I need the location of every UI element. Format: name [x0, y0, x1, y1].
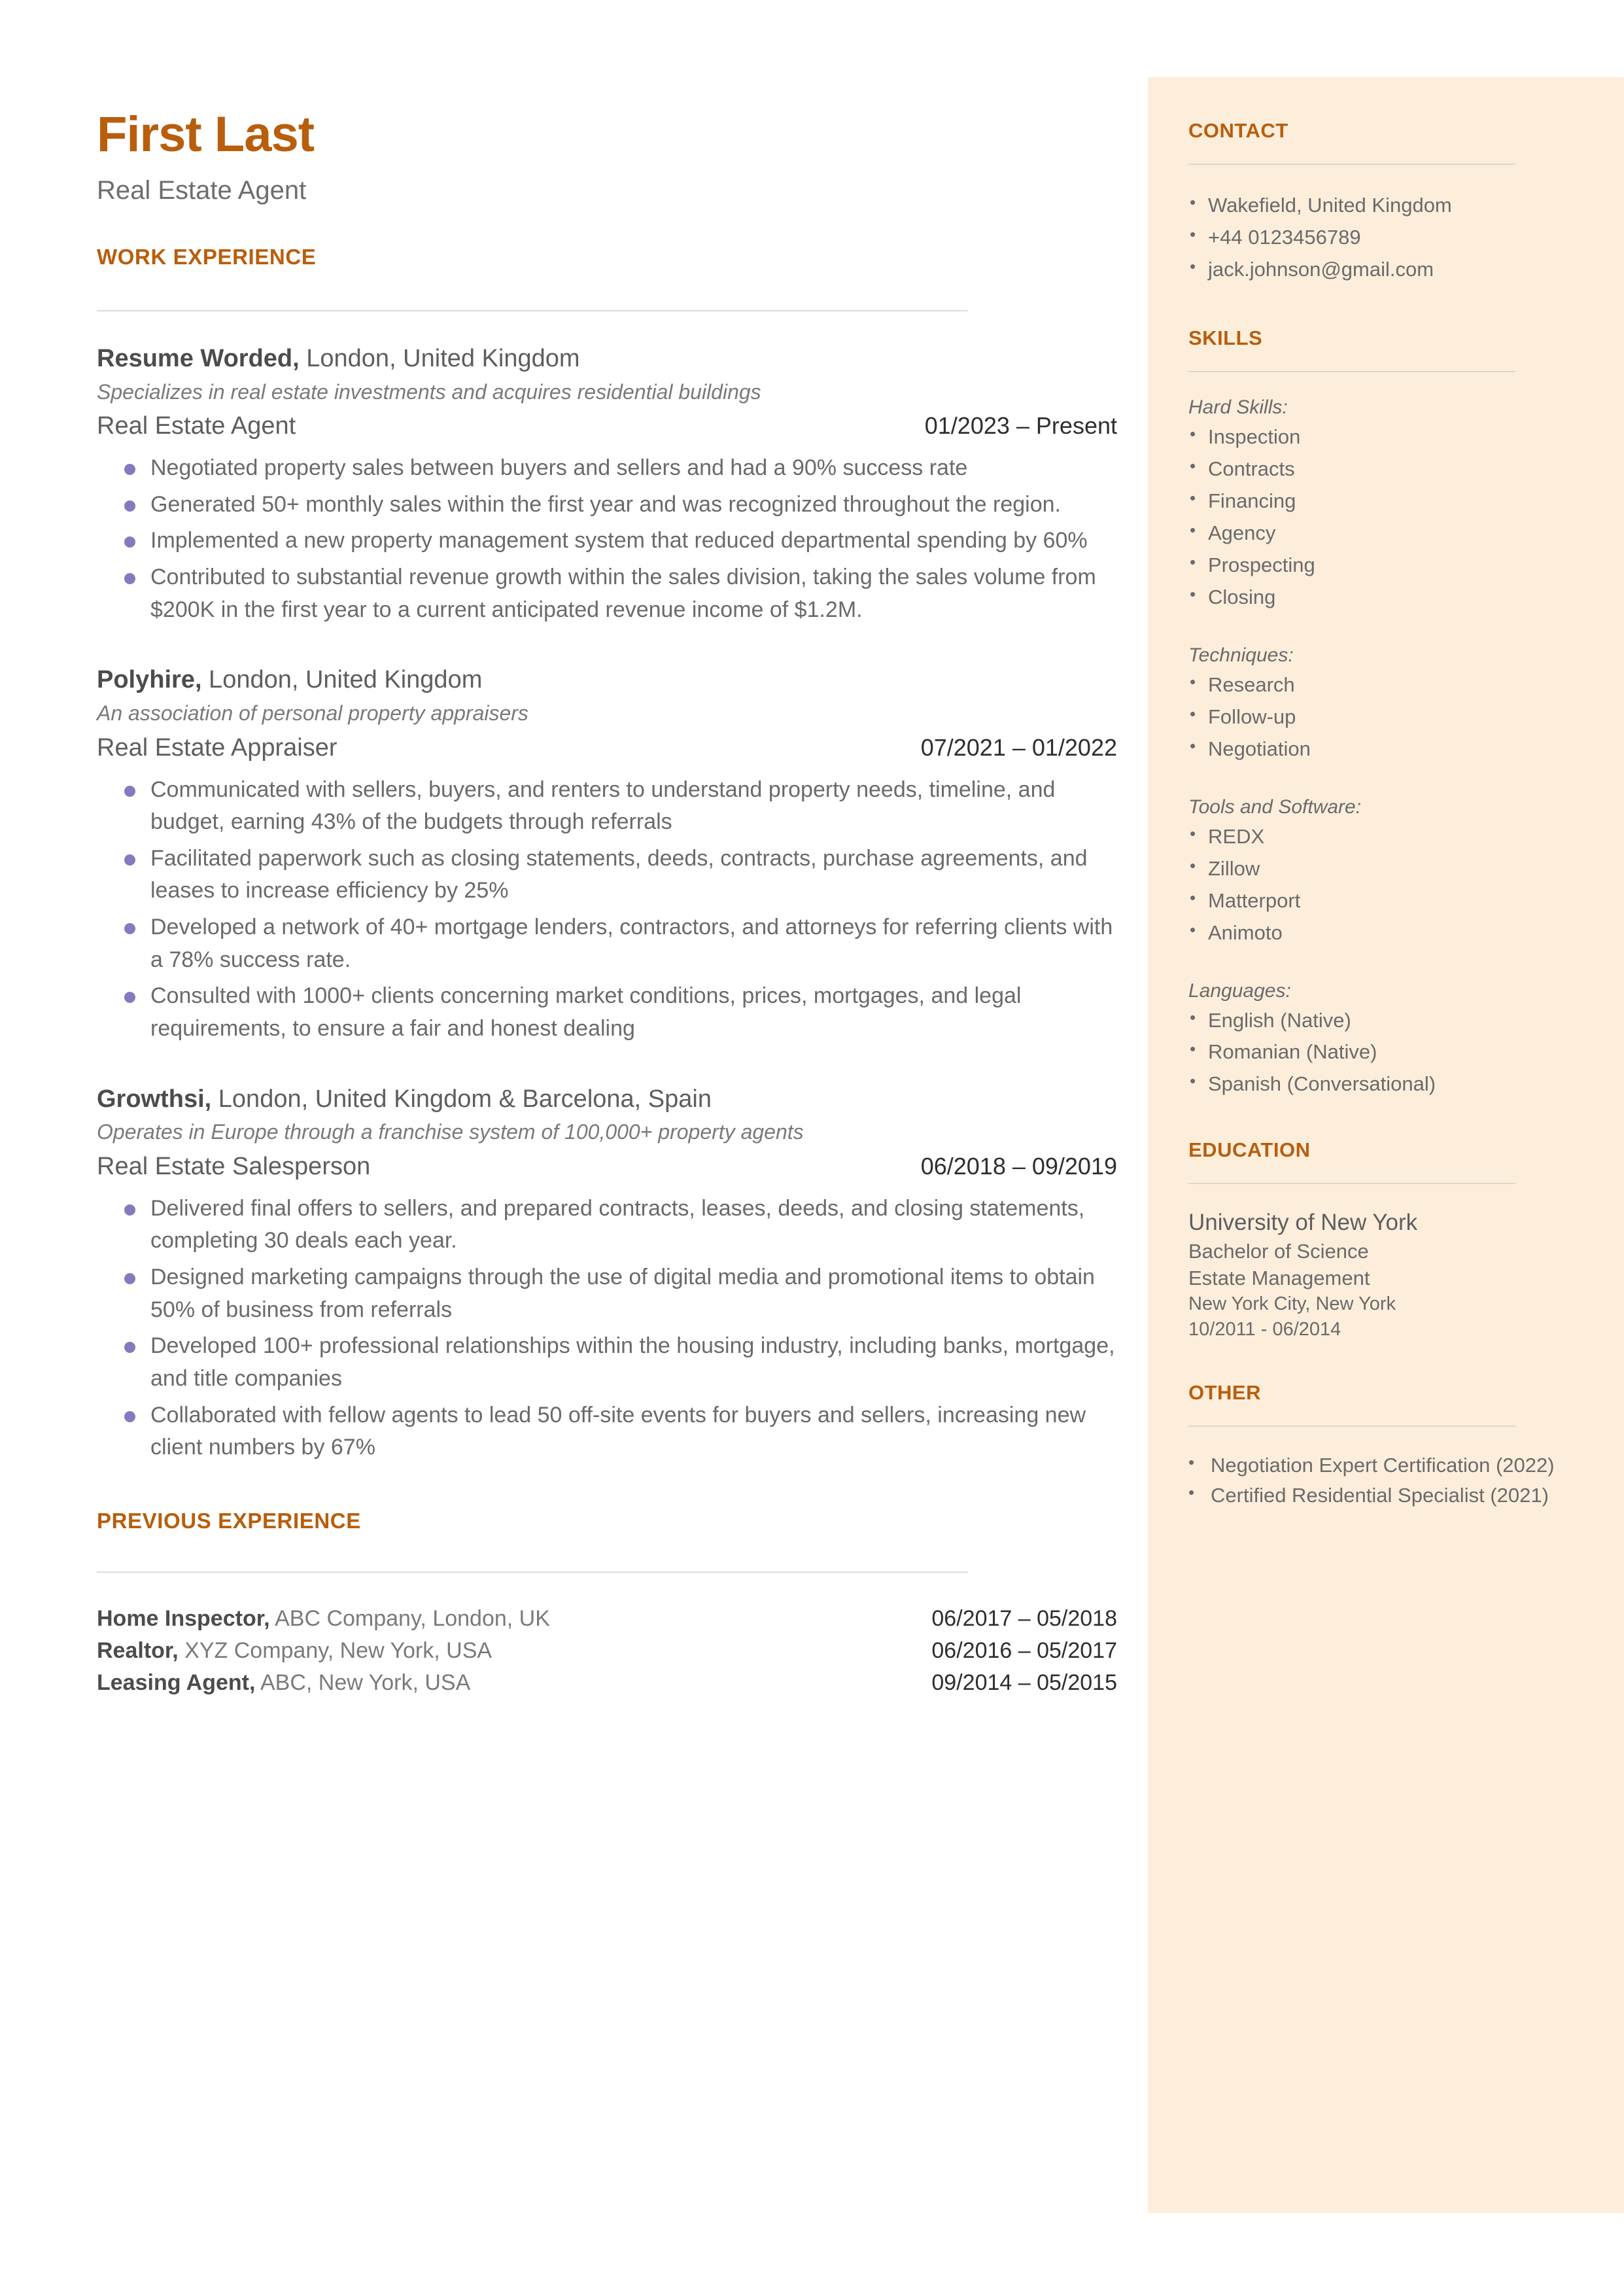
- previous-job-detail: ABC Company, London, UK: [269, 1605, 550, 1631]
- previous-job-row: [97, 1667, 1117, 1699]
- education-dates: 10/2011 - 06/2014: [1188, 1318, 1341, 1340]
- other-item: • Negotiation Expert Certification (2022): [1188, 1450, 1594, 1481]
- job-bullet: Generated 50+ monthly sales within the first year and was recognized throughout the region.: [97, 489, 1117, 521]
- skills-group-list: [1188, 821, 1594, 949]
- job-bullet: Facilitated paperwork such as closing statements, deeds, contracts, purchase agreements, and leases to increase efficiency by 25%: [97, 843, 1117, 907]
- job-bullet: Consulted with 1000+ clients concerning market conditions, prices, mortgages, and legal requirements, to ensure a fair and honest dealing: [97, 980, 1117, 1045]
- job-company-name: Resume Worded,: [97, 345, 300, 372]
- previous-job-label: [97, 1603, 550, 1635]
- previous-job-title: Realtor,: [97, 1638, 179, 1664]
- job-company-line: [97, 664, 1117, 696]
- section-heading-education: EDUCATION: [1188, 1138, 1311, 1162]
- job-title: Real Estate Appraiser: [97, 733, 337, 762]
- job-bullet: Collaborated with fellow agents to lead 50 off-site events for buyers and sellers, increasing new client numbers by 67%: [97, 1399, 1117, 1464]
- contact-item-phone: • +44 0123456789: [1188, 222, 1594, 254]
- skills-group-list: [1188, 1005, 1594, 1101]
- job-entry: [97, 664, 1117, 1045]
- skill-item: • Matterport: [1188, 885, 1594, 917]
- skills-group-languages: [1188, 978, 1594, 1101]
- job-title: Real Estate Salesperson: [97, 1152, 371, 1180]
- skill-item: • REDX: [1188, 821, 1594, 853]
- job-company-line: [97, 1083, 1117, 1115]
- job-company-line: [97, 343, 1117, 375]
- skill-item: • Negotiation: [1188, 733, 1594, 765]
- job-description: An association of personal property appraisers: [97, 701, 528, 725]
- previous-job-dates: 09/2014 – 05/2015: [931, 1670, 1117, 1696]
- skill-item: • Inspection: [1188, 421, 1594, 453]
- skills-group-tools-and-software: [1188, 794, 1594, 949]
- skills-group-list: [1188, 421, 1594, 614]
- other-item: • Certified Residential Specialist (2021): [1188, 1480, 1594, 1511]
- education-location: New York City, New York: [1188, 1293, 1396, 1315]
- previous-job-title: Leasing Agent,: [97, 1670, 256, 1696]
- previous-job-dates: 06/2016 – 05/2017: [931, 1638, 1117, 1664]
- skill-item: • Zillow: [1188, 853, 1594, 885]
- education-field: Estate Management: [1188, 1266, 1370, 1289]
- contact-list: [1188, 190, 1594, 286]
- job-location: London, United Kingdom & Barcelona, Spain: [211, 1085, 712, 1113]
- skills-group-label: Tools and Software:: [1188, 796, 1362, 818]
- contact-item-email: • jack.johnson@gmail.com: [1188, 254, 1594, 286]
- job-title-row: [97, 1153, 1117, 1181]
- job-entry: [97, 343, 1117, 626]
- previous-job-row: [97, 1603, 1117, 1635]
- skill-item: • Financing: [1188, 485, 1594, 517]
- main-column: [97, 0, 1117, 1700]
- education-entry: [1188, 1208, 1594, 1342]
- job-bullet: Communicated with sellers, buyers, and renters to understand property needs, timeline, and budget, earning 43% of the budgets through referrals: [97, 774, 1117, 839]
- job-title-row: [97, 412, 1117, 440]
- previous-job-dates: 06/2017 – 05/2018: [931, 1605, 1117, 1631]
- skill-item: • Closing: [1188, 582, 1594, 614]
- section-heading-skills: SKILLS: [1188, 326, 1263, 349]
- job-dates: 07/2021 – 01/2022: [920, 733, 1117, 761]
- skill-item: • Contracts: [1188, 453, 1594, 485]
- job-bullet-list: [97, 452, 1117, 626]
- previous-job-label: [97, 1667, 470, 1699]
- job-bullet-list: [97, 774, 1117, 1045]
- skill-item: • Research: [1188, 669, 1594, 701]
- job-bullet: Implemented a new property management system that reduced departmental spending by 60%: [97, 525, 1117, 557]
- job-title-row: [97, 734, 1117, 762]
- job-description: Specializes in real estate investments and acquires residential buildings: [97, 379, 761, 404]
- skill-item: • Follow-up: [1188, 701, 1594, 733]
- skill-item: • Agency: [1188, 517, 1594, 550]
- job-company-name: Growthsi,: [97, 1085, 212, 1113]
- job-bullet: Delivered final offers to sellers, and prepared contracts, leases, deeds, and closing statements, completing 30 deals each year.: [97, 1193, 1117, 1257]
- skills-group-list: [1188, 669, 1594, 765]
- job-description: Operates in Europe through a franchise system of 100,000+ property agents: [97, 1120, 804, 1144]
- candidate-name: First Last: [97, 107, 315, 162]
- skill-item: • Prospecting: [1188, 550, 1594, 582]
- job-location: London, United Kingdom: [299, 345, 580, 372]
- other-list: [1188, 1450, 1594, 1511]
- job-title: Real Estate Agent: [97, 412, 296, 440]
- previous-experience-list: [97, 1603, 1117, 1700]
- section-heading-work-experience: WORK EXPERIENCE: [97, 245, 317, 269]
- job-bullet-list: [97, 1193, 1117, 1464]
- job-bullet: Developed 100+ professional relationships within the housing industry, including banks, mortgage, and title companies: [97, 1330, 1117, 1395]
- candidate-title: Real Estate Agent: [97, 176, 307, 205]
- job-location: London, United Kingdom: [201, 666, 483, 694]
- education-degree: Bachelor of Science: [1188, 1239, 1369, 1263]
- previous-job-row: [97, 1635, 1117, 1667]
- language-item: • Spanish (Conversational): [1188, 1068, 1594, 1100]
- job-entry: [97, 1083, 1117, 1464]
- skills-group-label: Hard Skills:: [1188, 396, 1288, 418]
- section-heading-contact: CONTACT: [1188, 119, 1288, 142]
- skills-group-hard-skills: [1188, 394, 1594, 614]
- previous-job-title: Home Inspector,: [97, 1605, 270, 1631]
- job-bullet: Contributed to substantial revenue growth within the sales division, taking the sales volume from $200K in the first year to a current anticipated revenue income of $1.2M.: [97, 561, 1117, 626]
- skills-group-label: Techniques:: [1188, 644, 1294, 666]
- previous-job-detail: ABC, New York, USA: [255, 1670, 471, 1696]
- job-bullet: Developed a network of 40+ mortgage lenders, contractors, and attorneys for referring clients with a 78% success rate.: [97, 911, 1117, 976]
- job-bullet: Designed marketing campaigns through the use of digital media and promotional items to obtain 50% of business from referrals: [97, 1261, 1117, 1326]
- skills-group-techniques: [1188, 642, 1594, 765]
- language-item: • Romanian (Native): [1188, 1036, 1594, 1068]
- job-dates: 01/2023 – Present: [924, 412, 1117, 440]
- contact-item-location: • Wakefield, United Kingdom: [1188, 190, 1594, 222]
- language-item: • English (Native): [1188, 1005, 1594, 1037]
- previous-job-label: [97, 1635, 492, 1667]
- previous-job-detail: XYZ Company, New York, USA: [178, 1638, 492, 1664]
- job-dates: 06/2018 – 09/2019: [920, 1152, 1117, 1180]
- sidebar-column: [1188, 0, 1594, 1511]
- job-company-name: Polyhire,: [97, 666, 202, 694]
- section-heading-other: OTHER: [1188, 1380, 1261, 1404]
- skills-group-label: Languages:: [1188, 979, 1291, 1002]
- education-school: University of New York: [1188, 1210, 1418, 1236]
- section-heading-previous-experience: PREVIOUS EXPERIENCE: [97, 1508, 361, 1533]
- job-bullet: Negotiated property sales between buyers and sellers and had a 90% success rate: [97, 452, 1117, 485]
- skill-item: • Animoto: [1188, 917, 1594, 949]
